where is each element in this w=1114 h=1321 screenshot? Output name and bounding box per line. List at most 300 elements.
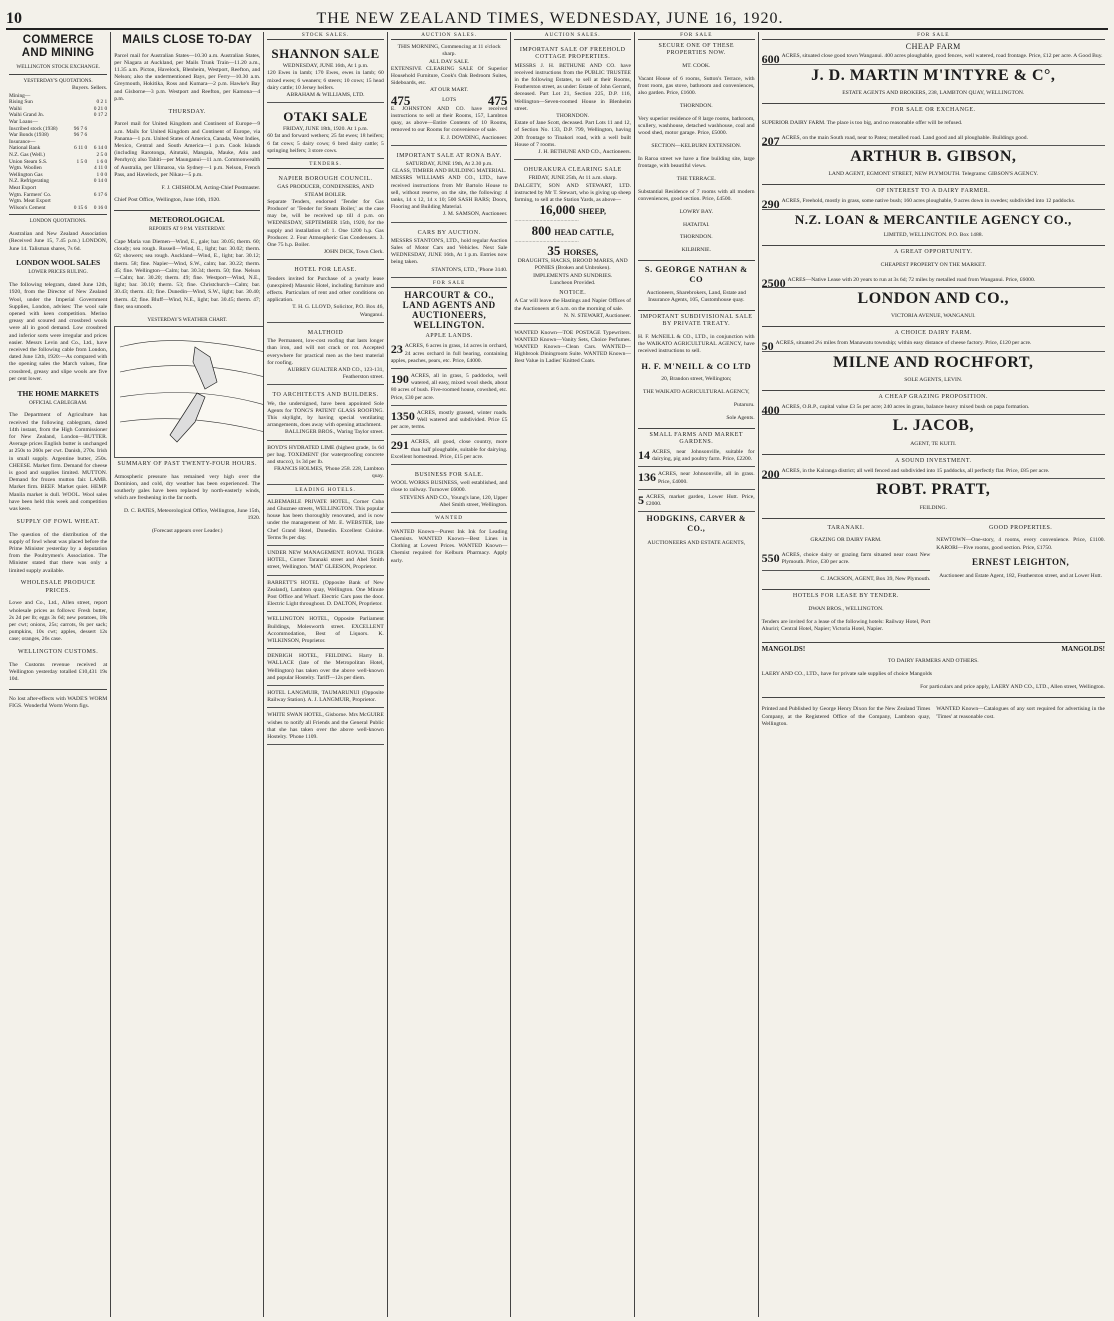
mneill-addr: 20, Brandon street, Wellington; <box>661 376 732 383</box>
hataitai-title: HATAITAI. <box>682 221 710 228</box>
for-sale-column <box>635 32 759 1317</box>
gibson-banner: ARTHUR B. GIBSON, <box>850 147 1017 165</box>
kelburn-text: In Raroa street we have a fine building site, large frontage, with beautiful views. <box>638 156 755 170</box>
commerce-column <box>6 32 111 1317</box>
horses-qty: 35 <box>547 243 561 259</box>
quote-name: Wgtn. Meat Export <box>9 198 51 205</box>
acres-1350-text: ACRES, mostly grassed, winter roads. Well watered and subdivided. Price £5 per acre, terms. <box>390 409 508 431</box>
freehold-title: IMPORTANT SALE OF FREEHOLD COTTAGE PROPERTIES. <box>519 47 626 61</box>
mt-cook: MT. COOK. <box>682 63 711 70</box>
business-title: BUSINESS FOR SALE. <box>414 471 484 478</box>
pratt-banner: ROBT. PRATT, <box>876 481 991 499</box>
wool-sub: LOWER PRICES RULING. <box>28 269 88 276</box>
shannon-agent: ABRAHAM & WILLIAMS, LTD. <box>286 92 365 99</box>
choice-dairy-title: A CHOICE DAIRY FARM. <box>894 330 972 337</box>
quote-name: Wgtn. Woollen <box>9 165 42 172</box>
architects-title: TO ARCHITECTS AND BUILDERS. <box>272 392 379 399</box>
auction-sales-label-2: AUCTION SALES. <box>514 32 631 40</box>
quote-row <box>9 132 107 139</box>
nz-north-island <box>193 347 217 389</box>
quote-name: Insurance— <box>9 138 36 145</box>
quote-sellers: 1 6 0 <box>96 158 108 165</box>
quote-name: Waihi <box>9 105 22 112</box>
otaki-items: 60 fat and forward wethers; 25 fat ewes; 18 heifers; 6 fat cows; 5 dairy cows; 6 bred dairy cattle; 5 springing heifers; 3 store cows. <box>267 133 384 154</box>
sf3-acres: 5 <box>638 492 644 507</box>
hotel-lease-text: Tenders invited for Purchase of a yearly lease (unexpired) Masonic Hotel, including furniture and effects. Particulars of rent and other conditions on application. <box>267 275 384 304</box>
wanted-known-ad: WANTED Known—Catalogues of any sort required for advertising in the 'Times' at reasonable cost. <box>936 706 1105 720</box>
barretts-ad <box>267 578 384 613</box>
mneill-text: H. F. McNEILL & CO., LTD., in conjunction with the WAIKATO AGRICULTURAL AGENCY, have received instructions to sell. <box>638 333 755 354</box>
quote-table <box>9 93 107 212</box>
harcourt-banner: HARCOURT & CO., LAND AGENTS AND AUCTIONEERS, WELLINGTON. <box>402 290 496 331</box>
wellington-hotel-ad <box>267 614 384 649</box>
quote-name: Wellington Gas <box>9 171 43 178</box>
rona-date: SATURDAY, JUNE 19th, At 2.30 p.m. <box>405 161 493 168</box>
quote-sellers <box>87 119 107 126</box>
estate2-text: Estate of Jane Scott, deceased. Part Lots 11 and 12, of Section No. 133, D.P. 799, Wellington, having 20ft frontage to Tinakori road, with a well built House of 7 rooms. <box>514 120 631 148</box>
rona-sub: GLASS, TIMBER AND BUILDING MATERIAL. <box>391 168 507 175</box>
sf2-text: ACRES, near Johnsonville, all in grass. Price, £4000. <box>658 471 755 485</box>
albemarle-ad <box>267 497 384 546</box>
fowl-wheat-text: The question of the distribution of the supply of fowl wheat was placed before the Prime Minister yesterday by a deputation from the Poultrymen's Association. The Minister stated that there was only a limited supply available. <box>9 531 108 574</box>
wellington-hotel-text: WELLINGTON HOTEL, Opposite Parliament Buildings, Molesworth street. EXCELLENT Accommodation, Best of Liquors. K. WILKINSON, Proprietor. <box>267 616 384 644</box>
quote-name: War Bonds (1938) <box>9 132 49 139</box>
putaruru: Putaruru. <box>733 401 755 408</box>
williams-text: MESSRS WILLIAMS AND CO., LTD., have received instructions from Mr Bartolo House to sell, without reserve, on the site, the following: 4 tanks, 14 x 12, 14 x 10; 500 SASH BARS; Doors, Flooring and Building Material. <box>390 175 508 211</box>
tenders-label: TENDERS. <box>267 161 384 169</box>
meteorological-heading: METEOROLOGICAL <box>149 215 225 225</box>
ohurakura-ad <box>514 162 631 324</box>
thorndon2-title: THORNDON. <box>679 234 713 241</box>
int-acres: 290 <box>761 197 780 212</box>
quote-row <box>9 93 107 100</box>
forecast-note: (Forecast appears over Leader.) <box>151 528 223 535</box>
quote-row <box>9 112 107 119</box>
isobar-line <box>120 340 264 351</box>
for-sale-label-2: FOR SALE <box>638 32 755 40</box>
boyd-sign: FRANCIS HOLMES, 'Phone 258. 228, Lambton quay. <box>274 466 384 480</box>
nzloan-sub: LIMITED, WELLINGTON. P.O. Box 1488. <box>883 232 983 239</box>
quote-sellers: 6 14 0 <box>93 145 108 152</box>
sf3-listing <box>638 492 755 512</box>
quote-sellers <box>87 132 107 139</box>
napier-ad <box>267 171 384 260</box>
sound-title: A SOUND INVESTMENT. <box>895 457 972 464</box>
all-day: ALL DAY SALE. <box>428 58 470 65</box>
napier-text: Separate Tenders, endorsed 'Tender for Gas Producer' or 'Tender for Steam Boiler,' as the case may be, will be received up till 4 p.m. on WEDNESDAY, SEPTEMBER 15th, 1920, for the supply and installation of: 1. One 1200 h.p. Gas Producer. 2. Four Atmospheric Gas Condensers. 3. One 75 h.p. Boiler. <box>267 198 384 249</box>
quote-name: War Loans— <box>9 118 38 125</box>
stock-sales-label: STOCK SALES. <box>267 32 384 40</box>
cheap-grazing-title: A CHEAP GRAZING PROPOSITION. <box>878 393 988 400</box>
sound-acres: 200 <box>761 466 780 481</box>
interest-title: OF INTEREST TO A DAIRY FARMER. <box>876 188 991 195</box>
grazing-ad <box>761 402 1105 418</box>
quote-row <box>9 126 107 133</box>
rona-bay-title: IMPORTANT SALE AT RONA BAY. <box>396 152 502 159</box>
newspaper-title: THE NEW ZEALAND TIMES, WEDNESDAY, JUNE 16, 1920. <box>316 10 784 27</box>
hotels-lease-title: HOTELS FOR LEASE BY TENDER. <box>792 592 899 599</box>
quote-buyers <box>67 178 87 185</box>
acres-291-listing <box>391 437 508 465</box>
sf1-text: ACRES, near Johnsonville, suitable for dairying, pig and poultry farm. Price, £2200. <box>652 448 755 463</box>
quote-name: Meat Export <box>9 184 37 191</box>
quote-sellers: 0 17 2 <box>93 112 108 119</box>
mails-column <box>111 32 264 1317</box>
malthoid-text: The Permanent, low-cost roofing that lasts longer than iron, and will not crack or rot. Accepted everywhere for practical men as the best material for roofing. <box>267 338 384 366</box>
cheapest-title: CHEAPEST PROPERTY ON THE MARKET. <box>880 261 986 268</box>
malthoid-ad <box>267 325 384 385</box>
mails-heading: MAILS CLOSE TO-DAY <box>122 34 253 46</box>
fowl-wheat-heading: SUPPLY OF FOWL WHEAT. <box>16 518 100 525</box>
secure-title: SECURE ONE OF THESE PROPERTIES NOW. <box>658 43 735 57</box>
auction-sales-column-2 <box>511 32 635 1317</box>
rona-bay-ad <box>391 148 508 223</box>
architects-sign: BALLINGER BROS., Waring Taylor street. <box>284 429 384 436</box>
architects-text: We, the undersigned, have been appointed Sole Agents for TONG'S PATENT GLASS ROOFING. This skylight, by having special ventilating arrangements, does away with opening attachment. <box>267 400 384 429</box>
interest-ad <box>761 196 1105 212</box>
quote-columns: Buyers. Sellers. <box>71 85 108 92</box>
nzloan-banner: N.Z. LOAN & MERCANTILE AGENCY CO., <box>794 211 1072 227</box>
quote-buyers: 96 7 6 <box>73 132 88 139</box>
dalgety-text: DALGETY, SON AND STEWART, LTD. instructed by Mr T. Stewart, who is giving up sheep farming, to sell at the Station Yards, as above— <box>514 182 631 204</box>
shannon-items: 120 Ewes in lamb; 170 Ewes, ewes in lamb; 60 mixed ewes; 6 weaners; 6 steers; 10 cows; 15 head dairy cattle; 10 Jersey heifers. <box>267 70 384 91</box>
taranaki-sub: GRAZING OR DAIRY FARM. <box>810 537 882 544</box>
thursday-heading: THURSDAY. <box>168 108 206 115</box>
quote-buyers <box>67 165 87 172</box>
boyd-text: BOYD'S HYDRATED LIME (highest grade, 1s 6d per bag. TOXEMENT (for waterproofing concrete and stucco), 1s 3d per lb. <box>267 444 384 465</box>
quote-row <box>9 198 107 205</box>
yesterday-quotations: YESTERDAY'S QUOTATIONS. <box>23 78 93 85</box>
choice-text: ACRES, situated 2¼ miles from Manawatu township; within easy distance of cheese factory. Price, £120 per acre. <box>775 340 1032 347</box>
exchange-title: FOR SALE OR EXCHANGE. <box>891 107 976 113</box>
graz-acres: 400 <box>761 403 780 418</box>
cars-title: CARS BY AUCTION. <box>417 229 481 236</box>
napier-sign: JOHN DICK, Town Clerk. <box>323 249 384 256</box>
auction-sales-label: AUCTION SALES. <box>391 32 508 40</box>
sole-agents: Sole Agents. <box>726 414 755 421</box>
quote-sellers <box>87 198 107 205</box>
quote-buyers <box>67 198 87 205</box>
nstewart-sign: N. N. STEWART, Auctioneer. <box>563 312 631 319</box>
for-sale-label-3: FOR SALE <box>762 32 1105 40</box>
official-cablegram: OFFICIAL CABLEGRAM. <box>28 399 88 406</box>
terrace-text: Substantial Residence of 7 rooms with all modern conveniences, good section. Price, £4500. <box>638 188 755 202</box>
lots-count-right: 475 <box>487 92 508 108</box>
quote-row <box>9 185 107 192</box>
lots-count: 475 <box>390 92 411 108</box>
quote-name: National Bank <box>9 145 41 152</box>
white-swan-ad <box>267 710 384 745</box>
mt-cook-text: Vacant House of 6 rooms, Sutton's Terrace, with front room, gas stove, bathroom and conveniences, also garden. Price, £1600. <box>638 76 755 97</box>
quote-row <box>9 178 107 185</box>
notice-title: NOTICE. <box>559 290 587 297</box>
mneill-banner: H. F. M'NEILL & CO LTD <box>641 360 752 371</box>
quote-row <box>9 172 107 179</box>
jacob-sub: AGENT, TE KUITI. <box>910 440 957 447</box>
at-mart: AT OUR MART. <box>430 87 469 94</box>
quote-buyers: 0 15 6 <box>73 204 88 211</box>
jackson-sign: C. JACKSON, AGENT, Box 39, New Plymouth. <box>820 576 931 583</box>
martin-banner: J. D. MARTIN M'INTYRE & C°, <box>811 66 1056 84</box>
bethune-sign: J. H. BETHUNE AND CO., Auctioneers. <box>538 149 631 156</box>
for-sale-label: FOR SALE <box>391 280 508 288</box>
hotel-lease-ad <box>267 262 384 322</box>
small-farms-title: SMALL FARMS AND MARKET GARDENS. <box>649 431 744 445</box>
napier-title: NAPIER BOROUGH COUNCIL. <box>278 176 373 183</box>
sf2-listing <box>638 469 755 489</box>
wanted-label: WANTED <box>391 515 508 523</box>
london-quotations: LONDON QUOTATIONS. <box>29 218 87 225</box>
apple-lands: APPLE LANDS. <box>425 333 473 340</box>
sheep-list: .............................................. <box>514 217 579 224</box>
mails-signer: F. J. CHISHOLM, Acting-Chief Postmaster. <box>161 184 261 191</box>
masthead <box>6 6 1108 30</box>
quote-sellers: 0 2 1 <box>96 99 108 106</box>
subdivisional-title: IMPORTANT SUBDIVISIONAL SALE BY PRIVATE TREATY. <box>640 313 753 327</box>
mangolds-left: MANGOLDS! <box>761 644 806 653</box>
horses-label: HORSES, <box>563 248 599 258</box>
met-text: Cape Maria van Diemen—Wind, E., gale; bar. 30.05; therm. 60; cloudy; sea rough. Russell—Wind, E., light; bar. 30.02; therm. 62; showers; sea rough. Auckland—Wind, E., light; bar. 30.12; therm. 58; fine. Napier—Wind, S.W., calm; bar. 30.22; therm. 45; fine. Wellington—Calm; bar. 30.34; therm. 50; fine. Nelson—Calm; bar. 30.20; therm. 49; fine. Westport—Wind, N.E., light; bar. 30.10; therm. 53; fine. Christchurch—Calm; bar. 30.43; therm. 43; fine. Dunedin—Wind, S.W., light; bar. 30.40; therm. 42; fine. Bluff—Wind, N.E., light; bar. 30.45; therm. 47; fine; sea smooth. <box>114 239 261 310</box>
otaki-sale-ad <box>267 105 384 159</box>
wanted2-text: WANTED Known—TOE POSTAGE Typewriters. WANTED Known—Vanity Sets, Choice Perfumes. WANTED Known—Clean Cars. WANTED—Highbrook Diningroom Suite. WANTED Known—Best Value in Ladies' Knitted Coats. <box>514 329 631 365</box>
ohurakura-title: OHURAKURA CLEARING SALE <box>523 167 622 174</box>
taranaki-title: TARANAKI. <box>827 524 865 531</box>
quote-buyers: 96 7 6 <box>73 125 88 132</box>
produce-heading: WHOLESALE PRODUCE PRICES. <box>20 580 96 594</box>
draughts-text: DRAUGHTS, HACKS, BROOD MARES, AND PONIES (Broken and Unbroken). <box>517 258 628 272</box>
cheap-farm-title: CHEAP FARM <box>905 42 961 52</box>
thorndon-label: THORNDON. <box>556 113 590 120</box>
acres-291-text: ACRES, all good, close country, more than half ploughable, suitable for dairying. Excellent homestead. Price, £15 per acre. <box>390 439 508 460</box>
quote-buyers <box>67 152 87 159</box>
quote-name: N.Z. Refrigerating <box>9 178 49 185</box>
sf1-listing <box>638 447 755 467</box>
mangolds-row <box>762 646 1105 653</box>
mails-date: Chief Post Office, Wellington, June 16th, 1920. <box>114 197 221 204</box>
quote-sellers: 6 17 6 <box>93 191 108 198</box>
quote-buyers <box>67 185 87 192</box>
quote-buyers <box>67 93 87 100</box>
business-text: WOOL WORKS BUSINESS, well established, and close to railway. Turnover £6000. <box>390 480 508 494</box>
quote-row <box>9 159 107 166</box>
quote-buyers <box>67 106 87 113</box>
taranaki-ad <box>762 550 931 570</box>
thorndon-text: Very superior residence of 8 large rooms, bathroom, scullery, washhouse, detached washhouse, coal and wood shed, motor garage. Price, £5000. <box>638 116 755 137</box>
albemarle-text: ALBEMARLE PRIVATE HOTEL, Corner Cuba and Ghuznee streets, WELLINGTON. This popular house has been thoroughly renovated, and is now under the management of Mr. E. WEBSTER, late Chef Grand Hotel, Dunedin. Excellent Cuisine. Terms 9s per day. <box>267 498 384 541</box>
page-number: 10 <box>6 10 22 27</box>
quote-name: Union Steam S.S. <box>9 158 48 165</box>
williams-sign: J. M. SAMSON, Auctioneer. <box>442 211 508 218</box>
sound-ad <box>762 466 1105 479</box>
cars-sign: STANTON'S, LTD., 'Phone 3140. <box>431 266 508 273</box>
waikato-agency: THE WAIKATO AGRICULTURAL AGENCY, <box>643 389 750 396</box>
thorndon-title: THORNDON. <box>679 103 713 110</box>
quote-name: Waihi Grand Jn. <box>9 112 45 119</box>
apple-listing <box>391 341 508 369</box>
quote-sellers <box>87 139 107 146</box>
quote-buyers <box>67 112 87 119</box>
graz-text: ACRES, O.R.P., capital value £3 5s per acre; 240 acres in grass, balance heavy mixed bush on papa formation. <box>781 404 1030 411</box>
langmuir-ad <box>267 688 384 708</box>
quote-buyers <box>67 119 87 126</box>
quote-buyers <box>67 139 87 146</box>
cattle-qty: 800 <box>531 222 552 238</box>
hotels-lease-text: Tenders are invited for a lease of the following hotels: Railway Hotel, Port Ahuriri; Central Hotel, Napier; Victoria Hotel, Napier. <box>761 618 931 632</box>
laery-text: LAERY AND CO., LTD., have for private sale supplies of choice Mangolds <box>761 671 932 678</box>
barretts-text: BARRETT'S HOTEL (Opposite Bank of New Zealand), Lambton quay, Wellington. One Minute Post Office and Wharf. Electric Cars pass the door. Electric Light throughout. D. DALTON, Proprietor. <box>267 579 384 608</box>
london-text: Australian and New Zealand Association (Received June 15, 7.45 p.m.) LONDON, June 14. Talisman shares, 7s 6d. <box>9 231 108 252</box>
bottom-right <box>936 522 1105 639</box>
summary-heading: SUMMARY OF PAST TWENTY-FOUR HOURS. <box>117 460 257 467</box>
hotel-lease-sign: T. H. G. LLOYD, Solicitor, P.O. Box 46, Wanganui. <box>292 304 384 318</box>
dairy-acres: 207 <box>761 133 780 148</box>
dairy-intro: SUPERIOR DAIRY FARM. The place is too big, and no reasonable offer will be refused. <box>761 119 963 126</box>
hodgkins-banner: HODGKINS, CARVER & CO., <box>646 514 747 534</box>
leading-hotels-label: LEADING HOTELS. <box>267 487 384 495</box>
home-markets-text: The Department of Agriculture has received the following cablegram, dated 14th instant, from the High Commissioner for New Zealand, London—BUTTER. Average prices English butter is unchanged at 250s to 260s per cwt. Danish, 270s. Irish in small supply. Argentine butter, 250s. CHEESE. Market firm. Demand for cheese is good and supplies limited. MUTTON. Demand for frozen mutton fair. LAMB. Market firm. BEEF. Market quiet. HEMP. Manila market is dull. WOOL. Wool sales have been held this week and competition was keen. <box>9 412 108 512</box>
quote-buyers <box>67 172 87 179</box>
boyd-ad <box>267 443 384 485</box>
dwan-sub: DWAN BROS., WELLINGTON. <box>808 605 884 612</box>
isobar-line <box>120 365 264 376</box>
business-ad <box>391 467 508 513</box>
sf2-acres: 136 <box>638 470 656 485</box>
napier-sub: GAS PRODUCER, CONDENSERS, AND STEAM BOILER. <box>277 184 374 198</box>
quote-sellers: 1 0 0 <box>96 171 108 178</box>
opp-acres: 2500 <box>761 275 786 290</box>
mails-body: Parcel mail for Australian States—10.30 a.m. Australian States, per Niagara at Auckland, per Mails Trunk Train—11.20 a.m., 11.35 a.m. Picton, Havelock, Blenheim, Westport, Reefton, and Nelson; also the undermentioned Bays, per Ferry—10.30 a.m. Greymouth, Hokitika, Ross and Kumara—2 p.m. Hawke's Bay and Gisborne—3 p.m. Westport and Reefton, per Kamona—4 p.m. <box>114 52 261 102</box>
right-for-sale-column <box>759 32 1108 1317</box>
luncheon-text: Luncheon Provided. <box>550 279 596 286</box>
gibson-sub: LAND AGENT, EGMONT STREET, NEW PLYMOUTH. Telegrams: GIBSON'S AGENCY. <box>828 171 1039 178</box>
leighton-sub: Auctioneer and Estate Agent, 182, Featherston street, and at Lower Hutt. <box>939 572 1103 579</box>
good-props-title: GOOD PROPERTIES. <box>988 524 1053 531</box>
oh-date: FRIDAY, JUNE 25th, At 11 a.m. sharp. <box>528 175 617 182</box>
quote-name: Inscribed stock (1938) <box>9 125 58 132</box>
quote-sellers <box>87 126 107 133</box>
hotel-lease-title: HOTEL FOR LEASE. <box>294 267 357 274</box>
weather-chart-map <box>114 326 264 458</box>
mangolds-right: MANGOLDS! <box>1061 644 1105 653</box>
martin-sub: ESTATE AGENTS AND BROKERS, 238, LAMBTON QUAY, WELLINGTON. <box>842 90 1025 97</box>
tar-acres: 550 <box>761 551 780 566</box>
shannon-title: SHANNON SALE <box>271 46 380 62</box>
summary-sign: D. C. BATES, Meteorological Office, Wellington, June 15th, 1920. <box>124 508 261 522</box>
apple-text: ACRES, 6 acres in grass, 14 acres in orchard, 24 acres orchard in full bearing, containing apples, peaches, pears, etc. Price, £4000. <box>390 343 508 364</box>
this-morning: THIS MORNING, Commencing at 11 o'clock sharp. <box>397 44 501 58</box>
mangolds-sub: TO DAIRY FARMERS AND OTHERS. <box>887 658 979 665</box>
quote-sellers: 2 5 0 <box>96 151 108 158</box>
acres-190-text: ACRES, all in grass, 5 paddocks, well watered, all easy, mixed wool sheds, about 80 acres of bush. Five-roomed house, cowshed, etc. Price, £30 per acre. <box>390 372 508 401</box>
architects-ad <box>267 387 384 440</box>
quote-row <box>9 139 107 146</box>
exchange-title: WELLINGTON STOCK EXCHANGE. <box>16 64 100 70</box>
quote-row <box>9 145 107 152</box>
wanted-text: WANTED Known—Purest Ink Ink for Leading Chemists. WANTED Known—Best Lines in Clothing at Lowest Prices. WANTED Known—Chemist required for Kelburn Pharmacy. Apply early. <box>390 528 508 564</box>
sound-text: ACRES, in the Kairanga district; all well fenced and subdivided into 15 paddocks, all perfectly flat. Price, £85 per acre. <box>781 467 1050 474</box>
quote-sellers <box>87 185 107 192</box>
extensive: EXTENSIVE CLEARING SALE Of Superior Household Furniture, Cook's Oak Bedroom Suites, Sideboards, etc. <box>390 65 508 87</box>
lots-label: LOTS <box>442 96 457 103</box>
auction-sales-column <box>388 32 512 1317</box>
quote-buyers <box>67 99 87 106</box>
customs-text: The Customs revenue received at Wellington yesterday totalled £10,431 19s 10d. <box>9 661 108 683</box>
quote-sellers: 4 11 0 <box>93 165 108 172</box>
home-markets-heading: THE HOME MARKETS <box>17 388 99 398</box>
milne-banner: MILNE AND ROCHFORT, <box>833 353 1034 371</box>
cars-text: MESSRS STANTON'S, LTD., hold regular Auction Sales of Motor Cars and Vehicles. Next Sale WEDNESDAY, JUNE 16th, At 1 p.m. Entries now being taken. <box>390 237 508 266</box>
bethune-ad <box>514 42 631 160</box>
royal-tiger-ad <box>267 548 384 576</box>
quote-name: Rising Sun <box>9 99 33 106</box>
jacob-banner: L. JACOB, <box>892 417 974 435</box>
weather-chart-title: YESTERDAY'S WEATHER CHART. <box>147 316 228 323</box>
int-text: ACRES, Freehold, mostly in grass, some native bush; 160 acres ploughable, 9 acres down in swedes; subdivided into 12 paddocks. <box>781 198 1076 205</box>
terrace-title: THE TERRACE. <box>676 176 716 182</box>
quote-name: Wilson's Cement <box>9 204 46 211</box>
implements-text: IMPLEMENTS AND SUNDRIES. <box>533 272 613 279</box>
wool-text: The following telegram, dated June 12th, 1920, from the Director of New Zealand Wool, under the Imperial Government Supplies, London, advises: The wool sale opened with keen competition. Merino greasy and scoured and crossbred wools were all in good demand. Low crossbred and inferior sorts were irregular and prices easier. Messrs Levin and Co., Ltd., have received the following cable from London, dated June 12th, 1920:—As compared with the opening sales the March values, fine crossbred, greasy and slipe wools are five per cent lower. <box>9 282 108 382</box>
choice-ad <box>761 338 1105 354</box>
langmuir-text: HOTEL LANGMUIR, TAUMARUNUI (Opposite Railway Station). A. J. LANGMUIR, Proprietor. <box>267 690 384 704</box>
met-sub: REPORTS AT 9 P.M. YESTERDAY. <box>148 226 226 233</box>
quote-name: Wgtn. Farmers' Co. <box>9 191 52 198</box>
nz-south-island <box>170 393 205 442</box>
stock-sales-column <box>264 32 388 1317</box>
kilbirnie-title: KILBIRNIE. <box>681 247 711 254</box>
summary-text: Atmospheric pressure has remained very high over the Dominion, and cold, dry weather has been experienced. The southerly gales have been replaced by north-easterly winds, which are freshening in the far north. <box>114 473 261 502</box>
quote-sellers: 0 16 0 <box>93 204 108 211</box>
quote-sellers <box>87 93 107 100</box>
wool-sales-heading: LONDON WOOL SALES <box>16 258 101 268</box>
quote-row <box>9 152 107 159</box>
acres-190-listing <box>391 371 508 406</box>
apple-acres: 23 <box>390 342 403 357</box>
laery-sub: For particulars and price apply, LAERY AND CO., LTD., Allen street, Wellington. <box>920 683 1105 690</box>
cars-ad <box>391 225 508 278</box>
nathan-banner: S. GEORGE NATHAN & CO <box>644 263 748 284</box>
johnston-text: E. JOHNSTON AND CO. have received instructions to sell at their Rooms, 157, Lambton quay, as above—Entire Contents of 10 Rooms, removed to our Rooms for convenience of sale. <box>390 105 508 134</box>
royal-tiger-text: UNDER NEW MANAGEMENT. ROYAL TIGER HOTEL, Corner Taranaki street and Abel Smith street, Wellington. 'MAT' GLEESON, Proprietor. <box>267 549 384 571</box>
dairy-ad <box>762 133 1105 146</box>
pratt-sub: FEILDING. <box>919 504 947 511</box>
thursday-text: Parcel mail for United Kingdom and Continent of Europe—9 a.m. Mails for United Kingdom and Continent of Europe, via Panama—1 p.m. United States of America, Canada, West Indies, Mexico, Central and South America—1 p.m. Cook Islands (including Rarotonga, Aitutaki, Mangaia, Mauke, Atiu and Penrhyn); also Tahiti—per Maunganui—11 a.m. Commonwealth of Australia, per Ulimaroa, via Sydney—1 p.m. Nelson, French Pass, and Havelock, per Nikau—5 p.m. <box>114 121 261 178</box>
printer-imprint: Printed and Published by George Henry Dixon for the New Zealand Times Company, at the Registered Office of the Company, Lambton quay, Wellington. <box>761 706 931 727</box>
sheep-label: SHEEP, <box>578 207 606 217</box>
shannon-date: WEDNESDAY, JUNE 16th, At 1 p.m. <box>282 63 369 70</box>
cheap-text: ACRES, situated close good town Wanganui. 400 acres ploughable, good fences, well watered, road frontage. Price, £12 per acre. A Good Buy. <box>781 53 1103 60</box>
shannon-sale-ad <box>267 42 384 103</box>
milne-sub: SOLE AGENTS, LEVIN. <box>904 377 963 384</box>
commerce-heading: COMMERCE AND MINING <box>21 34 95 59</box>
cattle-label: HEAD CATTLE, <box>554 227 614 237</box>
cheap-acres: 600 <box>761 52 780 67</box>
bottom-split <box>762 522 1105 639</box>
quote-name: Mining— <box>9 92 31 99</box>
malthoid-sign: AUBREY GUALTER AND CO., 123-131, Featherston street. <box>287 366 384 381</box>
acres-1350: 1350 <box>390 408 415 423</box>
malthoid-title: MALTHOID <box>307 329 344 336</box>
acres-1350-listing <box>391 408 508 436</box>
acres-190: 190 <box>390 371 409 386</box>
bethune-text: MESSRS J. H. BETHUNE AND CO. have received instructions from the PUBLIC TRUSTEE in the following Estates, to sell at their Rooms, Featherston street, as under: Estate of John Gerrard, deceased. Part Lot 21, Section 225, D.P. 116, Wellington—Seven-roomed House in Blenheim street. <box>514 62 631 112</box>
tar-text: ACRES, choice dairy or grazing farm situated near coast New Plymouth. Price, £30 per acre. <box>781 552 931 566</box>
dairy-text: ACRES, on the main South road, near to Patea; metalled road. Land good and all ploughable. Buildings good. <box>781 134 1028 141</box>
bottom-left <box>762 522 931 639</box>
opp-text: ACRES—Native Lease with 20 years to run at 3s 6d; 72 miles by metalled road from Wanganui. Price, £6000. <box>787 276 1036 283</box>
johnston-ad <box>391 42 508 146</box>
quote-name: N.Z. Gas (Well.) <box>9 151 45 158</box>
